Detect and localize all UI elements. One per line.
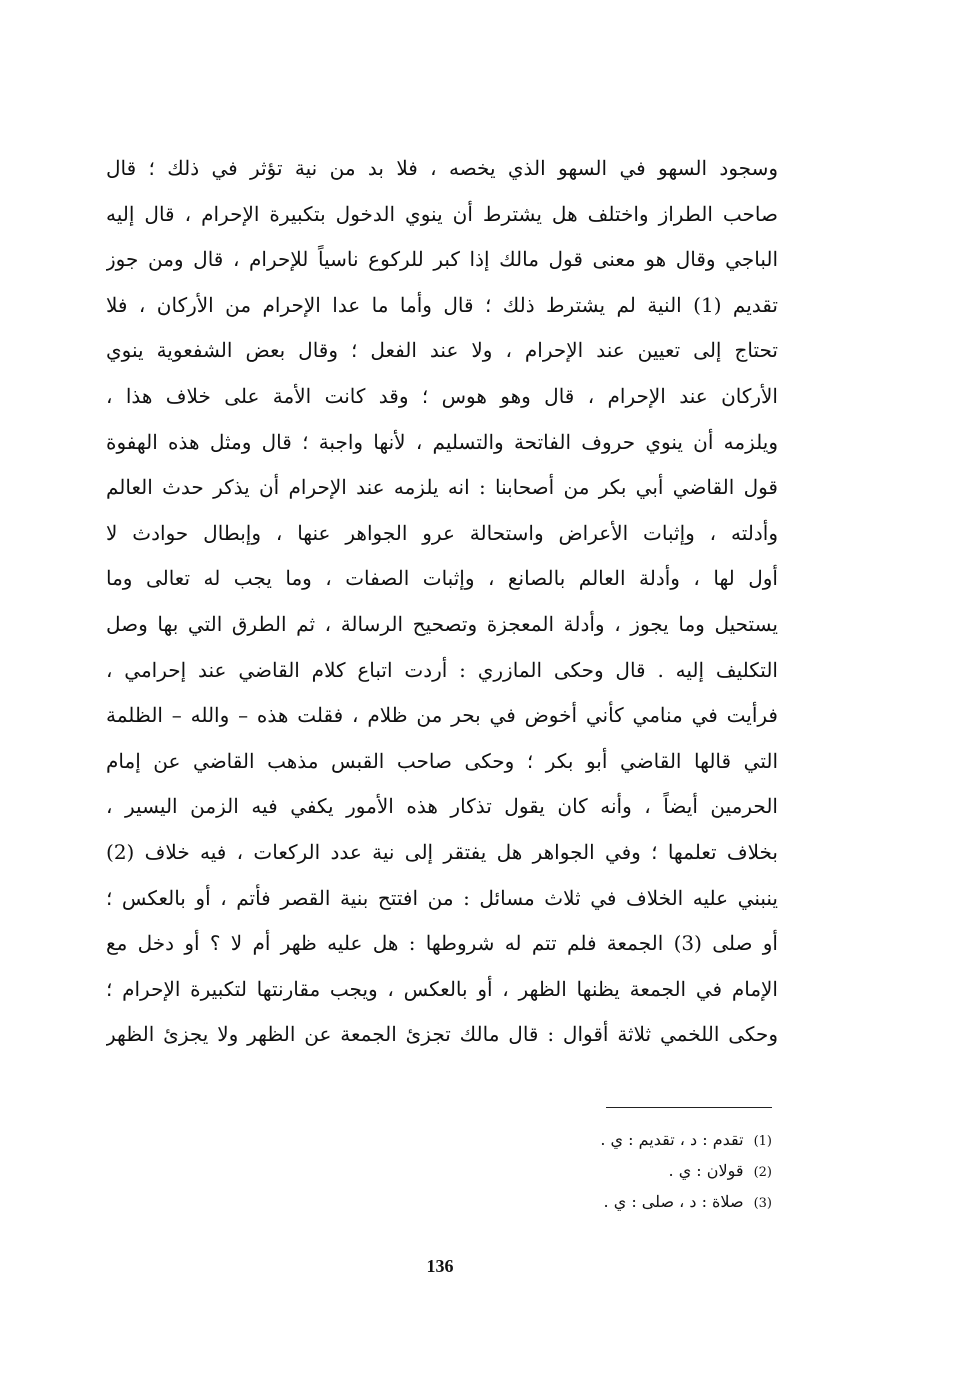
- text-line: يستحيل وما يجوز ، وأدلة المعجزة وتصحيح الرسالة ، ثم الطرق التي بها وصل: [106, 611, 778, 636]
- text-line: فرأيت في منامي كأني أخوض في بحر من ظلام ، فقلت هذه – والله – الظلمة: [106, 703, 778, 728]
- text-line: وسجود السهو في السهو الذي يخصه ، فلا بد من نية تؤثر في ذلك ؛ قال: [106, 156, 778, 180]
- text-line: ويلزمه أن ينوي حروف الفاتحة والتسليم ، لأنها واجبة ؛ قال ومثل هذه الهفوة: [106, 429, 778, 454]
- text-line: التكليف إليه . قال وحكى المازري : أردت اتباع كلام القاضي عند إحرامي ،: [106, 657, 778, 682]
- text-line: وأدلته ، وإثبات الأعراض واستحالة عرو الجواهر عنها ، وإبطال حوادث لا: [106, 520, 778, 545]
- text-line: أول لها ، وأدلة العالم بالصانع ، وإثبات الصفات ، وما يجب له تعالى وما: [106, 566, 778, 591]
- text-line: الإمام في الجمعة يظنها الظهر ، أو بالعكس ، ويجب مقارنتها لتكبيرة الإحرام ؛: [106, 976, 778, 1001]
- text-line: قول القاضي أبي بكر من أصحابنا : انه يلزمه عند الإحرام أن يذكر حدث العالم: [106, 475, 778, 500]
- footnote-text: صلاة : د ، صلى : ي .: [603, 1192, 744, 1211]
- main-text-block: [106, 146, 778, 1058]
- text-line: تحتاج إلى تعيين عند الإحرام ، ولا عند الفعل ؛ وقال بعض الشفعوية ينوي: [106, 338, 778, 363]
- text-line: أو صلى (3) الجمعة فلم تتم له شروطها : هل عليه ظهر أم لا ؟ أو دخل مع: [106, 931, 778, 956]
- text-line: الباجي وقال هو معنى قول مالك إذا كبر للركوع ناسياً للإحرام ، قال ومن جوز: [106, 247, 778, 272]
- footnote-number: (2): [753, 1165, 772, 1180]
- footnote-item: [430, 1124, 772, 1155]
- text-line: ينبني عليه الخلاف في ثلاث مسائل : من افتتح بنية القصر فأتم ، أو بالعكس ؛: [106, 885, 778, 910]
- text-line: تقديم (1) النية لم يشترط ذلك ؛ قال وأما ما عدا الإحرام من الأركان ، فلا: [106, 292, 778, 317]
- footnotes-block: [430, 1124, 772, 1217]
- page-number: 136: [426, 1256, 454, 1276]
- footnote-item: [430, 1155, 772, 1186]
- footnote-text: تقدم : د ، تقديم : ي .: [600, 1130, 744, 1149]
- footnote-divider: [606, 1107, 772, 1108]
- footnote-number: (1): [753, 1134, 772, 1149]
- text-line: التي قالها القاضي أبو بكر ؛ وحكى صاحب القبس مذهب القاضي عن إمام: [106, 748, 778, 773]
- footnote-item: [430, 1186, 772, 1217]
- text-line: الأركان عند الإحرام ، قال وهو هوس ؛ وقد كانت الأمة على خلاف هذا ،: [106, 383, 778, 408]
- text-line: صاحب الطراز واختلف هل يشترط أن ينوي الدخول بتكبيرة الإحرام ، قال إليه: [106, 201, 778, 226]
- text-line: الحرمين أيضاً ، وأنه كان يقول تذكار هذه الأمور يكفي فيه الزمن اليسير ،: [106, 794, 778, 819]
- text-line: وحكى اللخمي ثلاثة أقوال : قال مالك تجزئ الجمعة عن الظهر ولا يجزئ الظهر: [106, 1022, 778, 1047]
- footnote-number: (3): [753, 1196, 772, 1211]
- text-line: بخلاف تعلمها ؛ وفي الجواهر هل يفتقر إلى نية عدد الركعات ، فيه خلاف (2): [106, 839, 778, 864]
- footnote-text: قولان : ي .: [668, 1161, 744, 1180]
